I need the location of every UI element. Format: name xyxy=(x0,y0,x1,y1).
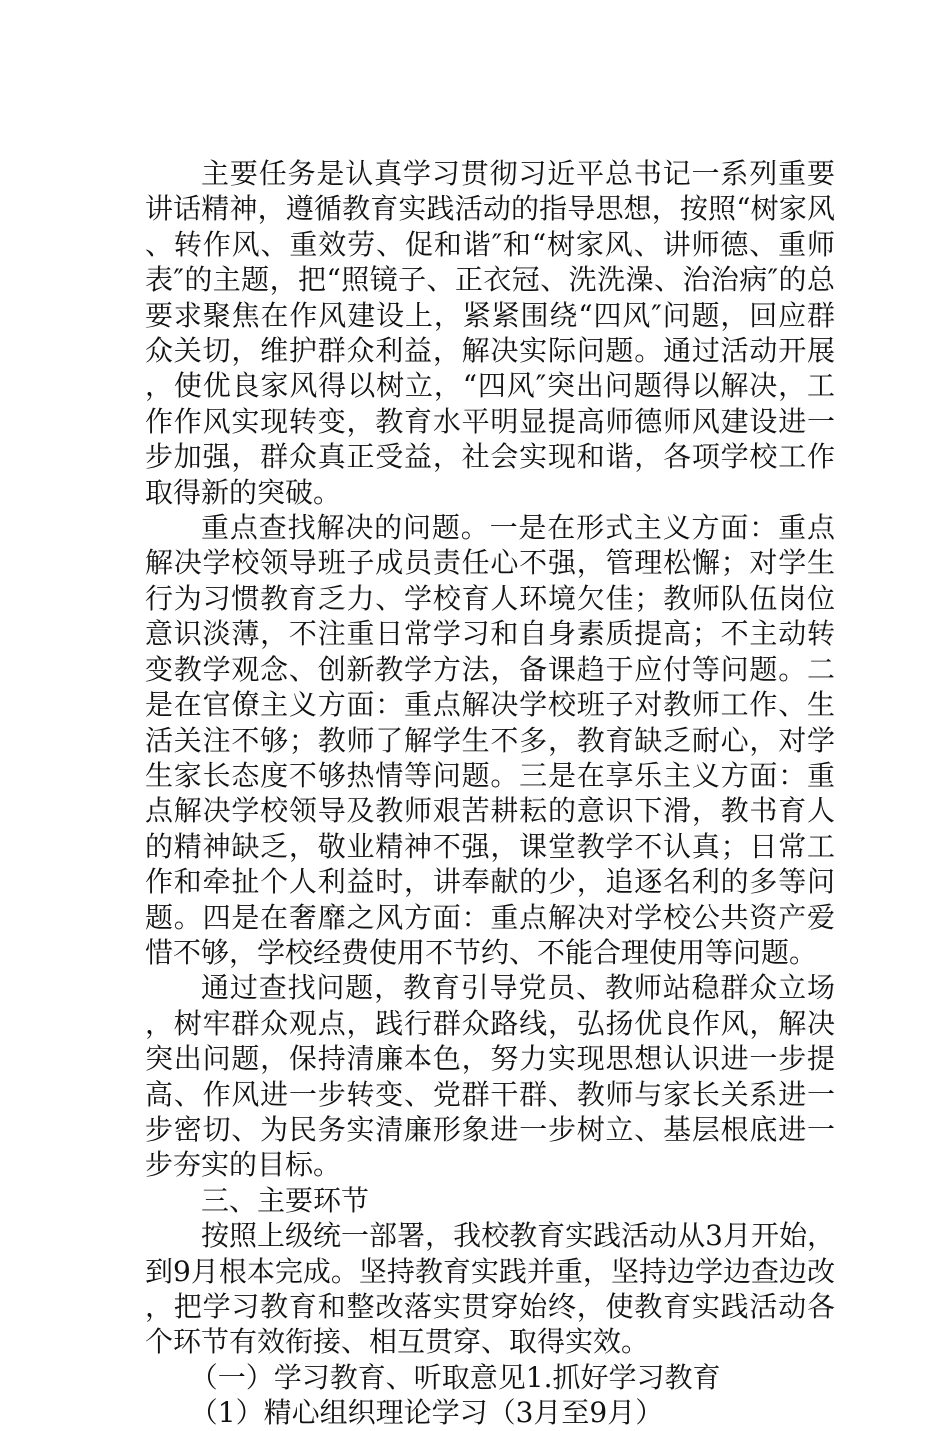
paragraph-main-tasks: 主要任务是认真学习贯彻习近平总书记一系列重要讲话精神，遵循教育实践活动的指导思想，按照“树家风、转作风、重效劳、促和谐″和“树家风、讲师德、重师表″的主题，把“照镜子、正衣冠、洗洗澡、治治病″的总要求聚焦在作风建设上，紧紧围绕“四风″问题，回应群众关切，维护群众利益，解决实际问题。通过活动开展，使优良家风得以树立，“四风″突出问题得以解决，工作作风实现转变，教育水平明显提高师德师风建设进一步加强，群众真正受益，社会实现和谐，各项学校工作取得新的突破。 xyxy=(145,157,835,509)
paragraph-key-problems: 重点查找解决的问题。一是在形式主义方面：重点解决学校领导班子成员责任心不强，管理松懈；对学生行为习惯教育乏力、学校育人环境欠佳；教师队伍岗位意识淡薄，不注重日常学习和自身素质提高；不主动转变教学观念、创新教学方法，备课趋于应付等问题。二是在官僚主义方面：重点解决学校班子对教师工作、生活关注不够；教师了解学生不多，教育缺乏耐心，对学生家长态度不够热情等问题。三是在享乐主义方面：重点解决学校领导及教师艰苦耕耘的意识下滑，教书育人的精神缺乏，敬业精神不强，课堂教学不认真；日常工作和牵扯个人利益时，讲奉献的少，追逐名利的多等问题。四是在奢靡之风方面：重点解决对学校公共资产爱惜不够，学校经费使用不节约、不能合理使用等问题。 xyxy=(145,511,835,969)
subheading-study-education: （一）学习教育、听取意见1.抓好学习教育 xyxy=(189,1360,721,1394)
document-body xyxy=(145,156,835,1431)
paragraph-goals: 通过查找问题，教育引导党员、教师站稳群众立场，树牢群众观点，践行群众路线，弘扬优良作风，解决突出问题，保持清廉本色，努力实现思想认识进一步提高、作风进一步转变、党群干群、教师与家长关系进一步密切、为民务实清廉形象进一步树立、基层根底进一步夯实的目标。 xyxy=(145,971,835,1182)
section-heading-main-steps: 三、主要环节 xyxy=(201,1183,370,1217)
paragraph-schedule: 按照上级统一部署，我校教育实践活动从3月开始，到9月根本完成。坚持教育实践并重，坚持边学边查边改，把学习教育和整改落实贯穿始终，使教育实践活动各个环节有效衔接、相互贯穿、取得实效。 xyxy=(145,1219,835,1359)
subheading-theory-study: （1）精心组织理论学习（3月至9月） xyxy=(189,1396,664,1430)
